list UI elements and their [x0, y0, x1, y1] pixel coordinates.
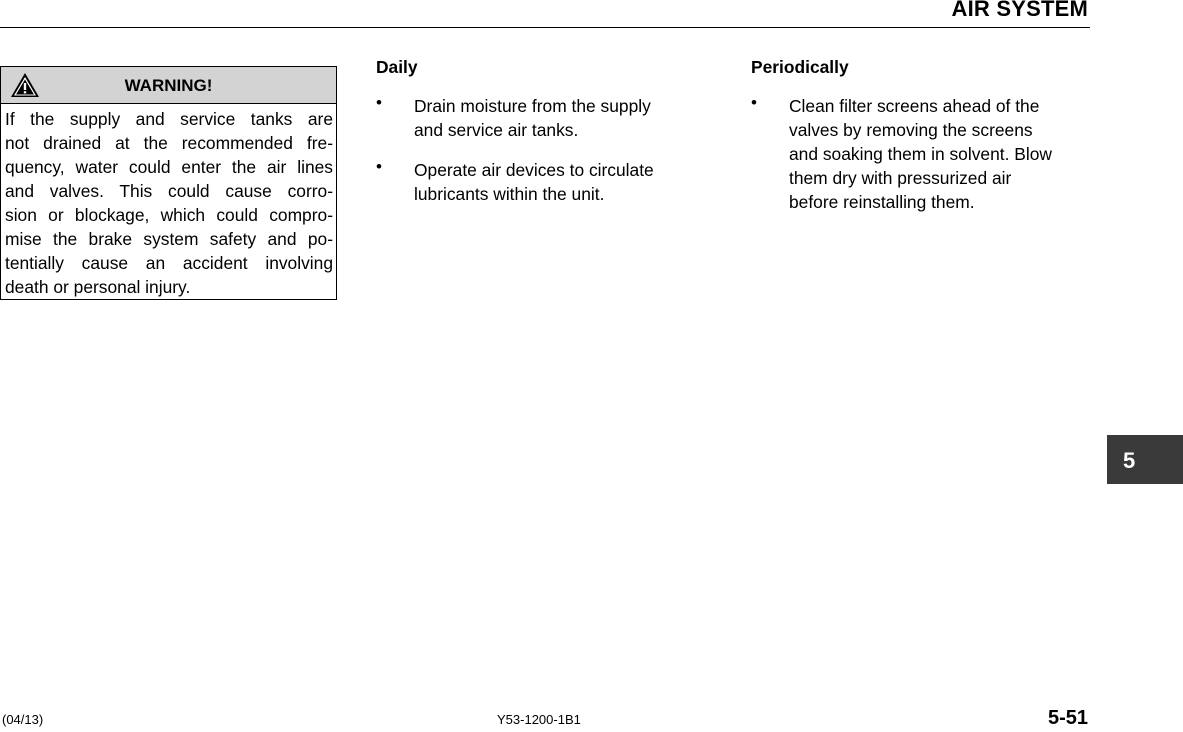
warning-line: sion or blockage, which could compro-	[5, 205, 333, 225]
periodically-list	[751, 94, 1091, 214]
warning-line: quency, water could enter the air lines	[5, 157, 333, 177]
page-number: 5-51	[1047, 707, 1088, 729]
daily-heading: Daily	[376, 57, 418, 77]
list-item-text: Drain moisture from the supply	[414, 96, 651, 116]
list-item-text: valves by removing the screens	[789, 120, 1033, 140]
list-item-text: before reinstalling them.	[789, 192, 975, 212]
warning-line: death or personal injury.	[5, 277, 191, 297]
daily-list	[376, 94, 706, 206]
periodically-section	[751, 56, 1091, 230]
footer-doc-code: Y53-1200-1B1	[497, 712, 581, 727]
warning-line: If the supply and service tanks are	[5, 109, 333, 129]
list-item-text: and service air tanks.	[414, 120, 579, 140]
footer-date: (04/13)	[2, 712, 44, 727]
warning-line: and valves. This could cause corro-	[5, 181, 333, 201]
warning-text	[1, 104, 336, 299]
periodically-heading: Periodically	[751, 57, 849, 77]
warning-line: tentially cause an accident involving	[5, 253, 333, 273]
daily-section	[376, 56, 706, 222]
list-item	[376, 94, 706, 142]
header-rule	[0, 27, 1090, 28]
chapter-tab	[1107, 435, 1183, 484]
list-item	[751, 94, 1091, 214]
list-item-text: Clean filter screens ahead of the	[789, 96, 1040, 116]
list-item	[376, 158, 706, 206]
page-title: AIR SYSTEM	[951, 0, 1088, 21]
list-item-text: Operate air devices to circulate	[414, 160, 654, 180]
warning-header	[1, 67, 336, 104]
list-item-text: and soaking them in solvent. Blow	[789, 144, 1052, 164]
bullet-icon: •	[751, 93, 757, 112]
warning-line: mise the brake system safety and po-	[5, 229, 333, 249]
list-item-text: lubricants within the unit.	[414, 184, 605, 204]
list-item-text: them dry with pressurized air	[789, 168, 1012, 188]
bullet-icon: •	[376, 93, 382, 112]
warning-title: WARNING!	[124, 76, 213, 95]
warning-box	[0, 66, 337, 300]
chapter-number: 5	[1123, 448, 1136, 473]
warning-line: not drained at the recommended fre-	[5, 133, 333, 153]
bullet-icon: •	[376, 157, 382, 176]
